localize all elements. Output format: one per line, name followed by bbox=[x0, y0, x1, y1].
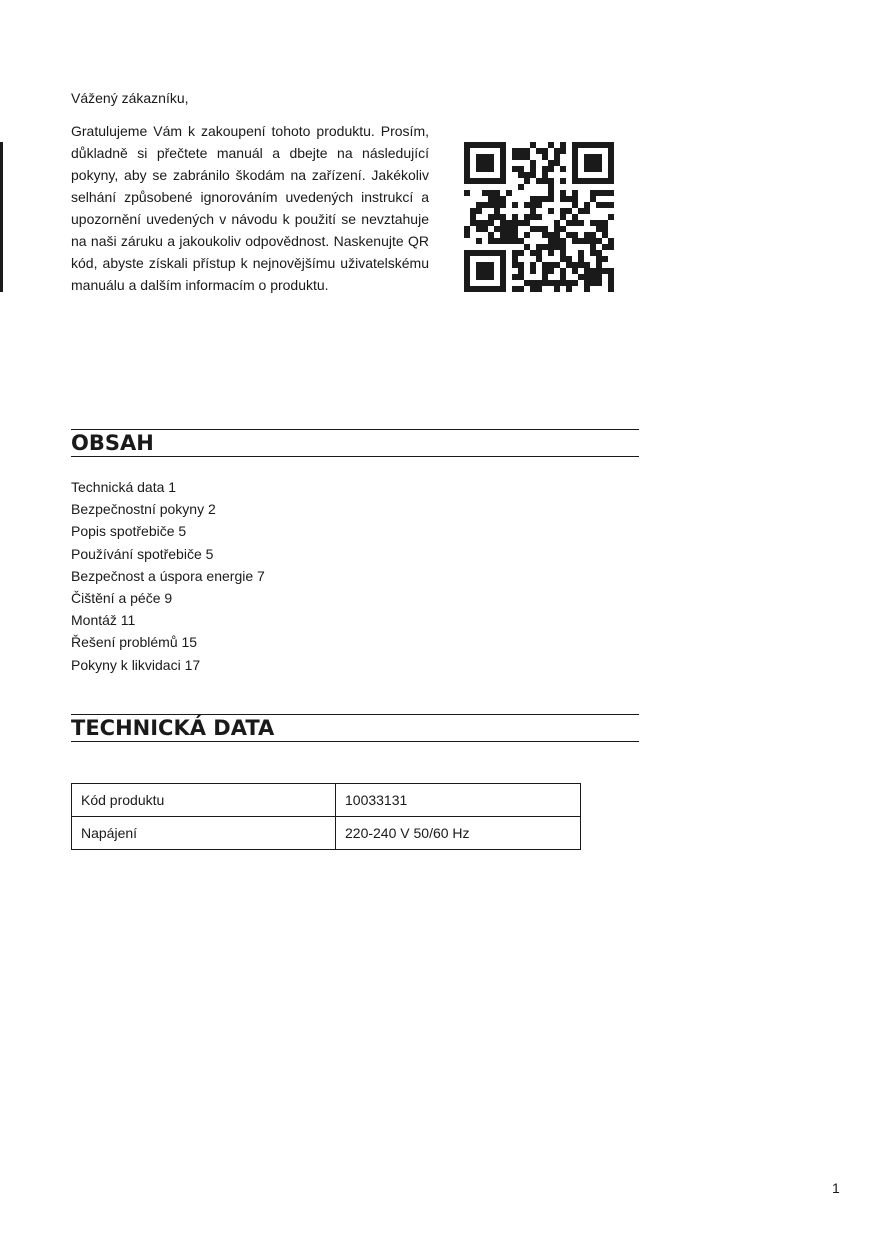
toc-title: OBSAH bbox=[71, 429, 639, 457]
page-number: 1 bbox=[832, 1180, 840, 1196]
intro-paragraph: Gratulujeme Vám k zakoupení tohoto produktu. Prosím, důkladně si přečtete manuál a dbejte na následující pokyny, aby se zabránilo škodám na zařízení. Jakékoliv selhání způsobené ignorováním uvedených instrukcí a upozornění uvedených v návodu k použití se nevztahuje na naši záruku a jakoukoliv odpovědnost. Naskenujte QR kód, abyste získali přístup k nejnovějšímu uživatelskému manuálu a dalším informacím o produktu. bbox=[71, 123, 429, 293]
margin-marker-bar bbox=[0, 142, 3, 292]
toc-item[interactable]: Montáž 11 bbox=[71, 612, 136, 629]
spec-label: Kód produktu bbox=[72, 784, 336, 817]
spec-value: 220-240 V 50/60 Hz bbox=[336, 817, 581, 850]
qr-code-icon[interactable] bbox=[464, 142, 614, 292]
toc-item[interactable]: Popis spotřebiče 5 bbox=[71, 523, 187, 540]
toc-item[interactable]: Pokyny k likvidaci 17 bbox=[71, 656, 201, 673]
toc-item[interactable]: Technická data 1 bbox=[71, 479, 177, 495]
toc-item[interactable]: Bezpečnostní pokyny 2 bbox=[71, 501, 216, 518]
toc-item[interactable]: Bezpečnost a úspora energie 7 bbox=[71, 567, 265, 584]
toc-item[interactable]: Čištění a péče 9 bbox=[71, 590, 173, 607]
table-row bbox=[72, 784, 581, 817]
spec-value: 10033131 bbox=[336, 784, 581, 817]
spec-label: Napájení bbox=[72, 817, 336, 850]
technical-data-title: TECHNICKÁ DATA bbox=[71, 714, 639, 742]
greeting: Vážený zákazníku, bbox=[71, 90, 189, 106]
technical-data-table bbox=[71, 783, 581, 850]
toc-list bbox=[71, 476, 265, 676]
toc-item[interactable]: Řešení problémů 15 bbox=[71, 634, 198, 651]
table-row bbox=[72, 817, 581, 850]
toc-item[interactable]: Používání spotřebiče 5 bbox=[71, 545, 214, 562]
